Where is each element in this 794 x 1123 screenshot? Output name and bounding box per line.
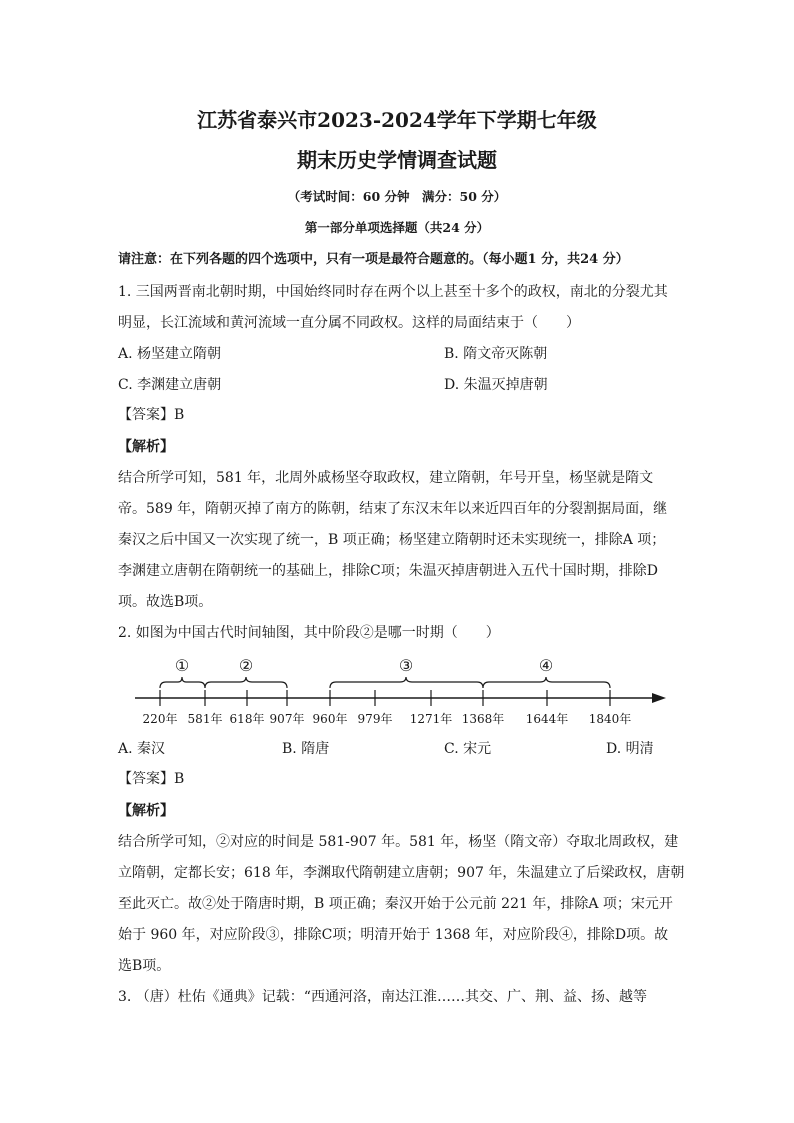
year-label: 220年 — [142, 712, 178, 726]
q1-analysis-line: 秦汉之后中国又一次实现了统一，B 项正确；杨坚建立隋朝时还未实现统一，排除A 项； — [118, 532, 666, 548]
q1-analysis-line: 帝。589 年，隋朝灭掉了南方的陈朝，结束了东汉末年以来近四百年的分裂割据局面，继 — [118, 501, 668, 517]
stage-4-label: ④ — [538, 656, 554, 675]
q2-analysis-line: 结合所学可知，②对应的时间是 581-907 年。581 年，杨坚（隋文帝）夺取北周政权，建 — [118, 834, 679, 850]
q2-analysis-label: 【解析】 — [118, 803, 174, 819]
q2-answer: 【答案】B — [118, 771, 185, 787]
instruction-note: 请注意：在下列各题的四个选项中，只有一项是最符合题意的。（每小题1 分，共24 分） — [118, 252, 629, 267]
stage-1-label: ① — [174, 656, 190, 675]
exam-title-line1: 江苏省泰兴市2023-2024学年下学期七年级 — [197, 108, 597, 132]
q2-option-d: D. 明清 — [606, 741, 654, 757]
q2-option-b: B. 隋唐 — [282, 741, 330, 757]
q2-analysis-line: 始于 960 年，对应阶段③，排除C项；明清开始于 1368 年，对应阶段④，排除D项。故 — [118, 927, 669, 943]
stage-3-label: ③ — [398, 656, 414, 675]
q1-option-c: C. 李渊建立唐朝 — [118, 377, 222, 393]
year-label: 979年 — [357, 712, 393, 726]
year-label: 1368年 — [461, 712, 505, 726]
q2-stem: 2. 如图为中国古代时间轴图，其中阶段②是哪一时期（ ） — [118, 625, 500, 641]
stage-1-brace — [160, 677, 205, 688]
timeline-arrow-icon — [652, 693, 666, 703]
year-label: 1644年 — [525, 712, 569, 726]
section-title: 第一部分单项选择题（共24 分） — [304, 220, 490, 235]
q1-stem-line1: 1. 三国两晋南北朝时期，中国始终同时存在两个以上甚至十多个的政权，南北的分裂尤其 — [118, 284, 668, 300]
q1-stem-line2: 明显，长江流域和黄河流域一直分属不同政权。这样的局面结束于（ ） — [118, 315, 580, 331]
q2-analysis-line: 立隋朝，定都长安；618 年，李渊取代隋朝建立唐朝；907 年，朱温建立了后梁政权，唐朝 — [118, 865, 685, 881]
q2-analysis-line: 至此灭亡。故②处于隋唐时期，B 项正确；秦汉开始于公元前 221 年，排除A 项；宋元开 — [118, 896, 673, 912]
q1-analysis-line: 李渊建立唐朝在隋朝统一的基础上，排除C项；朱温灭掉唐朝进入五代十国时期，排除D — [118, 563, 658, 579]
year-label: 618年 — [229, 712, 265, 726]
year-label: 581年 — [187, 712, 223, 726]
year-label: 1271年 — [409, 712, 453, 726]
q1-analysis-line: 结合所学可知，581 年，北周外戚杨坚夺取政权，建立隋朝，年号开皇，杨坚就是隋文 — [118, 470, 654, 486]
timeline-figure — [130, 650, 680, 735]
stage-3-brace — [330, 677, 483, 688]
q2-analysis-line: 选B项。 — [118, 958, 171, 974]
q1-option-a: A. 杨坚建立隋朝 — [118, 346, 222, 362]
q1-answer: 【答案】B — [118, 407, 185, 423]
year-label: 960年 — [312, 712, 348, 726]
exam-info: （考试时间：60 分钟 满分：50 分） — [287, 189, 507, 204]
year-label: 1840年 — [588, 712, 632, 726]
q2-option-a: A. 秦汉 — [118, 741, 166, 757]
stage-2-label: ② — [238, 656, 254, 675]
q2-option-c: C. 宋元 — [444, 741, 492, 757]
q1-option-d: D. 朱温灭掉唐朝 — [444, 377, 548, 393]
q3-stem-line1: 3. （唐）杜佑《通典》记载：“西通河洛，南达江淮……其交、广、荆、益、扬、越等 — [118, 989, 647, 1005]
q1-analysis-label: 【解析】 — [118, 439, 174, 455]
q1-analysis-line: 项。故选B项。 — [118, 594, 213, 610]
q1-option-b: B. 隋文帝灭陈朝 — [444, 346, 548, 362]
stage-4-brace — [483, 677, 610, 688]
stage-2-brace — [205, 677, 287, 688]
year-label: 907年 — [269, 712, 305, 726]
exam-title-line2: 期末历史学情调查试题 — [297, 148, 497, 172]
